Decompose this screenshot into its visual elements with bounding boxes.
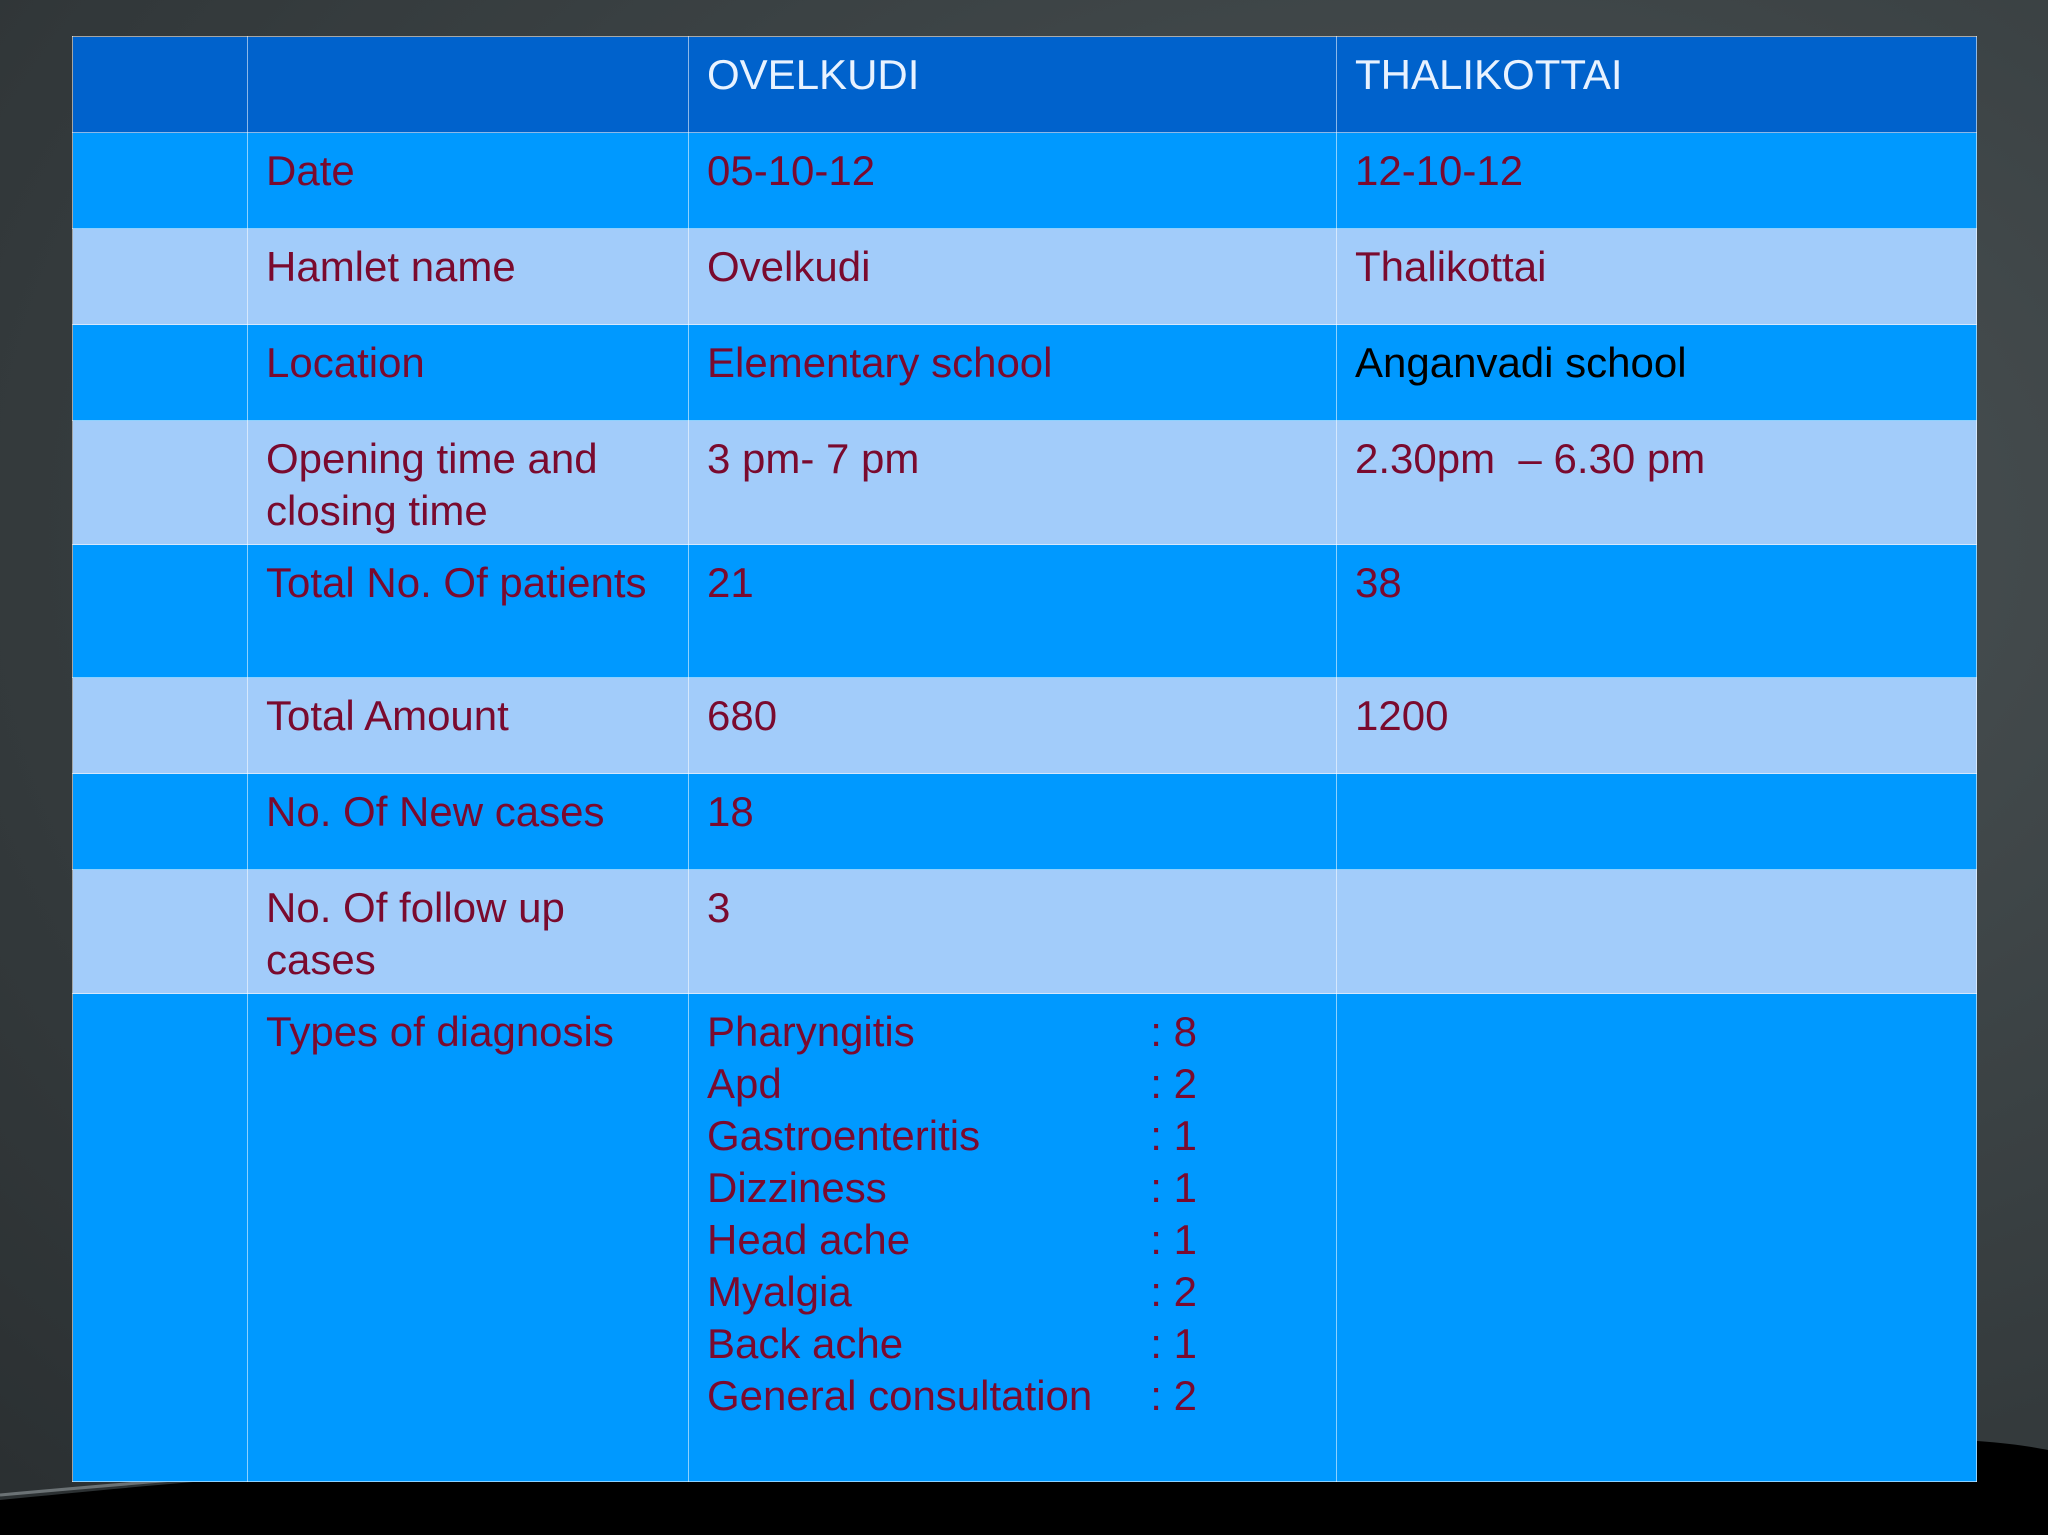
row-label: Total Amount (248, 678, 689, 774)
ovelkudi-value: 3 (689, 870, 1337, 994)
ovelkudi-value: Ovelkudi (689, 229, 1337, 325)
diagnosis-name: Pharyngitis (707, 1008, 915, 1055)
row-blank-cell (73, 774, 248, 870)
diagnosis-item (707, 1214, 1197, 1266)
row-label: Opening time and closing time (248, 421, 689, 545)
row-label: Date (248, 133, 689, 229)
table-row (73, 774, 1977, 870)
ovelkudi-value: 680 (689, 678, 1337, 774)
row-label: Location (248, 325, 689, 421)
header-cell-blank-2 (248, 37, 689, 133)
diagnosis-name: Apd (707, 1060, 782, 1107)
thalikottai-value: 1200 (1337, 678, 1977, 774)
diagnosis-name: Back ache (707, 1320, 904, 1367)
row-label: No. Of New cases (248, 774, 689, 870)
row-blank-cell (73, 870, 248, 994)
row-blank-cell (73, 678, 248, 774)
diagnosis-item (707, 1162, 1197, 1214)
ovelkudi-value: 18 (689, 774, 1337, 870)
ovelkudi-value: 3 pm- 7 pm (689, 421, 1337, 545)
thalikottai-value (1337, 870, 1977, 994)
diagnosis-name: General consultation (707, 1372, 1093, 1419)
row-blank-cell (73, 994, 248, 1482)
table-row (73, 870, 1977, 994)
diagnosis-item (707, 1370, 1197, 1422)
row-label: Hamlet name (248, 229, 689, 325)
thalikottai-value: 2.30pm – 6.30 pm (1337, 421, 1977, 545)
thalikottai-value (1337, 994, 1977, 1482)
ovelkudi-value: Elementary school (689, 325, 1337, 421)
diagnosis-count: : 1 (1150, 1216, 1197, 1263)
table-row (73, 421, 1977, 545)
row-blank-cell (73, 421, 248, 545)
table-row (73, 325, 1977, 421)
table-row (73, 994, 1977, 1482)
diagnosis-name: Gastroenteritis (707, 1112, 981, 1159)
row-label: Types of diagnosis (248, 994, 689, 1482)
diagnosis-item (707, 1110, 1197, 1162)
diagnosis-count: : 2 (1150, 1060, 1197, 1107)
diagnosis-name: Myalgia (707, 1268, 852, 1315)
row-blank-cell (73, 229, 248, 325)
table-row (73, 229, 1977, 325)
table-header-row (73, 37, 1977, 133)
header-cell-blank-1 (73, 37, 248, 133)
diagnosis-list (707, 1006, 1318, 1422)
row-label: No. Of follow up cases (248, 870, 689, 994)
thalikottai-value (1337, 774, 1977, 870)
diagnosis-count: : 1 (1150, 1112, 1197, 1159)
diagnosis-count: : 2 (1150, 1372, 1197, 1419)
table-row (73, 678, 1977, 774)
diagnosis-item (707, 1006, 1197, 1058)
diagnosis-item (707, 1266, 1197, 1318)
thalikottai-value: 12-10-12 (1337, 133, 1977, 229)
row-blank-cell (73, 133, 248, 229)
header-thalikottai: THALIKOTTAI (1337, 37, 1977, 133)
row-blank-cell (73, 545, 248, 678)
thalikottai-value: Thalikottai (1337, 229, 1977, 325)
thalikottai-value: Anganvadi school (1337, 325, 1977, 421)
diagnosis-list-cell (689, 994, 1337, 1482)
diagnosis-count: : 1 (1150, 1164, 1197, 1211)
diagnosis-name: Head ache (707, 1216, 911, 1263)
table-row (73, 133, 1977, 229)
row-label: Total No. Of patients (248, 545, 689, 678)
diagnosis-name: Dizziness (707, 1164, 887, 1211)
ovelkudi-value: 05-10-12 (689, 133, 1337, 229)
ovelkudi-value: 21 (689, 545, 1337, 678)
thalikottai-value: 38 (1337, 545, 1977, 678)
diagnosis-count: : 1 (1150, 1320, 1197, 1367)
table-row (73, 545, 1977, 678)
clinic-schedule-table (72, 36, 1977, 1482)
diagnosis-count: : 2 (1150, 1268, 1197, 1315)
diagnosis-item (707, 1058, 1197, 1110)
header-ovelkudi: OVELKUDI (689, 37, 1337, 133)
diagnosis-item (707, 1318, 1197, 1370)
row-blank-cell (73, 325, 248, 421)
diagnosis-count: : 8 (1150, 1008, 1197, 1055)
